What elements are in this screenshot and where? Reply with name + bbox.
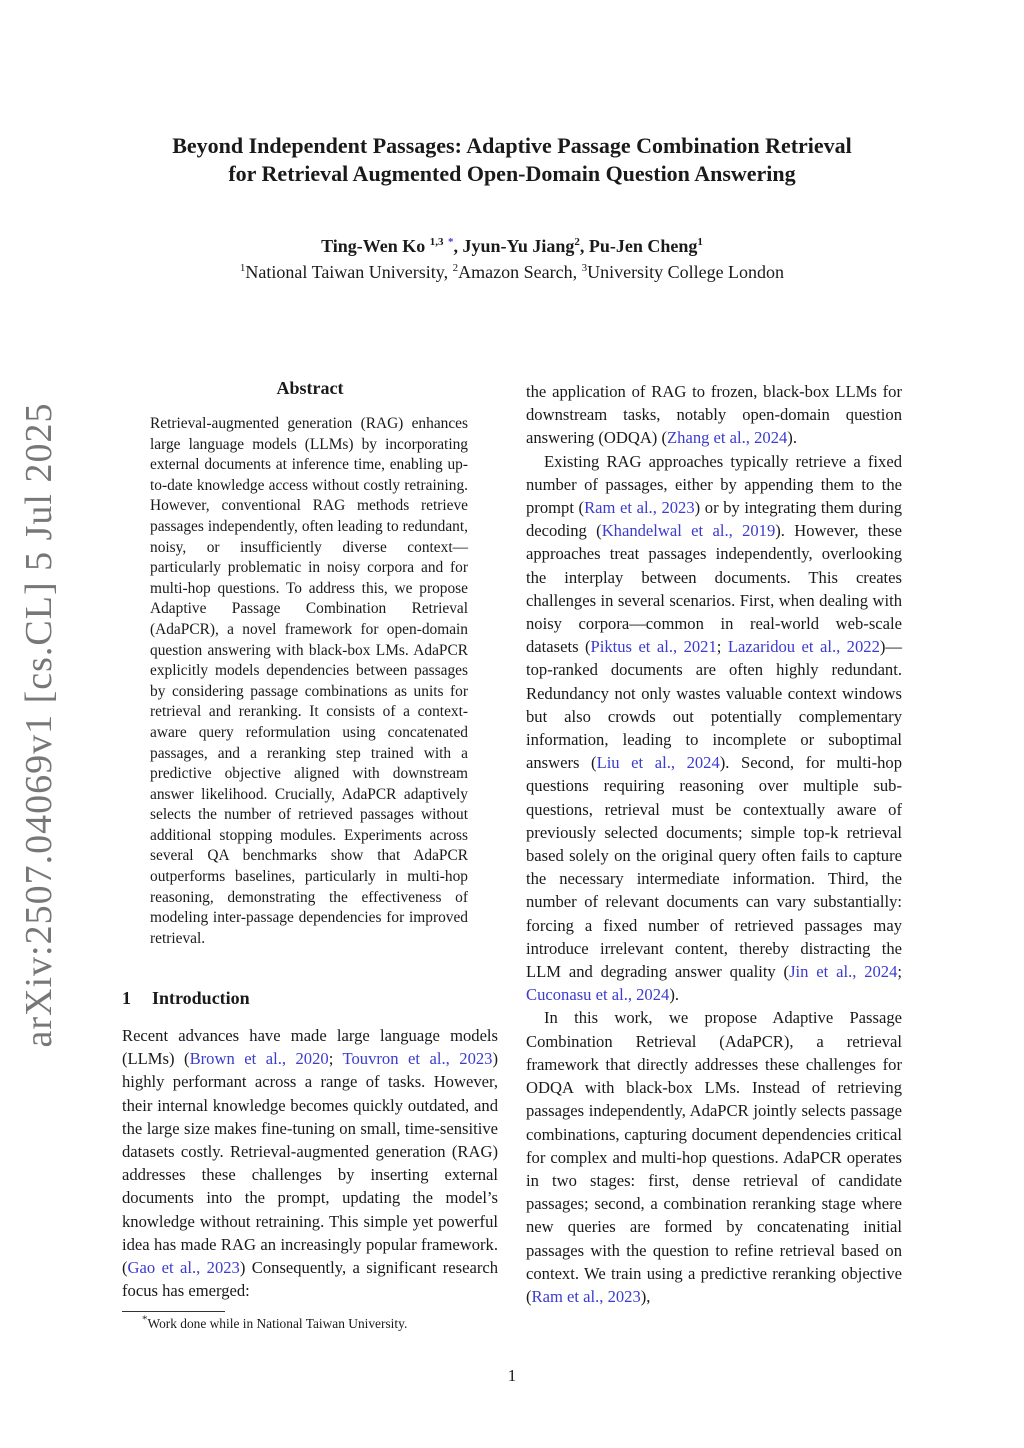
paragraph-this-work [526,1006,902,1308]
section-title: Introduction [152,988,250,1008]
abstract-text: Retrieval-augmented generation (RAG) enhances large language models (LLMs) by incorporating external documents at inference time, enabling up-to-date knowledge access without costly retraining. However, conventional RAG methods retrieve passages independently, often leading to redundant, noisy, or insufficiently diverse context—particularly problematic in noisy corpora and for multi-hop questions. To address this, we propose Adaptive Passage Combination Retrieval (AdaPCR), a novel framework for open-domain question answering with black-box LMs. AdaPCR explicitly models dependencies between passages by considering passage combinations as units for retrieval and reranking. It consists of a context-aware query reformulation using concatenated passages, and a reranking step trained with a predictive objective aligned with downstream answer likelihood. Crucially, AdaPCR adaptively selects the number of retrieved passages without additional stopping modules. Experiments across several QA benchmarks show that AdaPCR outperforms baselines, particularly in multi-hop reasoning, demonstrating the effectiveness of modeling inter-passage dependencies for improved retrieval. [150,415,468,947]
text-run: the application of RAG to frozen, black-box LLMs for downstream tasks, notably open-domain question answering (ODQA) ( [526,382,902,448]
section-heading-introduction [122,988,250,1009]
text-run: ) highly performant across a range of tasks. However, their internal knowledge becomes quickly outdated, and the large size makes fine-tuning on small, time-sensitive datasets costly. Retrieval-augmented generation (RAG) addresses these challenges by inserting external documents into the prompt, updating the model’s knowledge without retraining. This simple yet powerful idea has made RAG an increasingly popular framework. ( [122,1049,498,1278]
title-line-1: Beyond Independent Passages: Adaptive Passage Combination Retrieval [172,133,852,158]
arxiv-stamp [10,402,68,1048]
author-3-name: Pu-Jen Cheng [588,236,698,256]
text-run: ; [716,637,728,657]
author-3-affil: 1 [697,236,703,248]
citation-link[interactable]: Lazaridou et al., 2022 [727,637,880,657]
footnote-text: Work done while in National Taiwan University. [147,1316,408,1331]
footnote-mark: * [142,1313,148,1326]
text-run: ), [640,1286,651,1306]
author-2-name: Jyun-Yu Jiang [462,236,575,256]
abstract-heading: Abstract [276,378,344,398]
right-column [526,380,902,1308]
text-run: Existing RAG approaches typically retrieve a fixed number of passages, either by appending them to the prompt ( [526,451,902,518]
text-run: ; [897,962,903,982]
intro-paragraph-left [122,1024,498,1302]
text-run: ). [669,985,680,1005]
text-run: )—top-ranked documents are often highly redundant. Redundancy not only wastes valuable context windows but also crowds out potentially complementary information, leading to incomplete or suboptimal answers ( [526,637,902,773]
citation-link[interactable]: Gao et al., 2023 [127,1258,240,1278]
text-run: ) Consequently, a significant research focus has emerged: [122,1258,499,1301]
text-run: ; [328,1049,343,1069]
section-number: 1 [122,988,131,1008]
citation-link[interactable]: Zhang et al., 2024 [667,428,788,448]
author-2-affil: 2 [574,236,580,248]
author-1-name: Ting-Wen Ko [321,236,426,256]
paragraph-continued [526,380,902,450]
citation-link[interactable]: Brown et al., 2020 [189,1049,329,1069]
arxiv-stamp-text: arXiv:2507.04069v1 [cs.CL] 5 Jul 2025 [18,402,60,1048]
citation-link[interactable]: Ram et al., 2023 [584,498,695,518]
author-list: Ting-Wen Ko $^{1,3}$ *, Jyun-Yu Jiang$^2$, Pu-Jen Cheng$^1$ [321,236,703,256]
affil-1: National Taiwan University, [245,262,449,282]
citation-link[interactable]: Cuconasu et al., 2024 [526,985,670,1005]
citation-link[interactable]: Touvron et al., 2023 [342,1049,493,1069]
author-1-footnote-mark[interactable]: * [448,236,454,248]
text-run: ) or by integrating them during decoding ( [526,498,902,541]
footnote [142,1313,408,1332]
citation-link[interactable]: Ram et al., 2023 [531,1286,641,1306]
citation-link[interactable]: Piktus et al., 2021 [590,637,717,657]
affil-3-mark: 3 [581,262,588,274]
text-run: Recent advances have made large language models (LLMs) ( [122,1026,498,1069]
paragraph-existing-rag [526,450,902,1007]
author-1-affil: 1,3 [429,236,444,248]
title-line-2: for Retrieval Augmented Open-Domain Question Answering [228,161,796,186]
text-run: ). Second, for multi-hop questions requiring reasoning over multiple sub-questions, retrieval must be contextually aware of previously selected documents; simple top-k retrieval based solely on the original query often fails to capture the necessary intermediate information. Third, the number of relevant documents can vary substantially: forcing a fixed number of retrieved passages may introduce irrelevant content, thereby distracting the LLM and degrading answer quality ( [526,753,902,982]
citation-link[interactable]: Jin et al., 2024 [789,962,898,982]
affiliations [0,262,1024,283]
affil-1-mark: 1 [239,262,246,274]
affil-3: University College London [587,262,785,282]
paper-title [0,132,1024,188]
citation-link[interactable]: Liu et al., 2024 [596,753,720,773]
footnote-divider [122,1311,225,1312]
affil-2-mark: 2 [452,262,459,274]
citation-link[interactable]: Khandelwal et al., 2019 [601,521,776,541]
text-run: ). However, these approaches treat passages independently, overlooking the interplay between documents. This creates challenges in several scenarios. First, when dealing with noisy corpora—common in real-world web-scale datasets ( [526,521,903,657]
text-run: In this work, we propose Adaptive Passage Combination Retrieval (AdaPCR), a retrieval framework that directly addresses these challenges for ODQA with black-box LMs. Instead of retrieving passages independently, AdaPCR jointly selects passage combinations, capturing document dependencies critical for complex and multi-hop questions. AdaPCR operates in two stages: first, dense retrieval of candidate passages; second, a combination reranking stage where new queries are formed by concatenating initial passages with the question to refine retrieval based on context. We train using a predictive reranking objective ( [526,1008,902,1306]
text-run: ). [787,428,797,448]
affil-2: Amazon Search, [458,262,578,282]
page-number: 1 [507,1366,517,1385]
